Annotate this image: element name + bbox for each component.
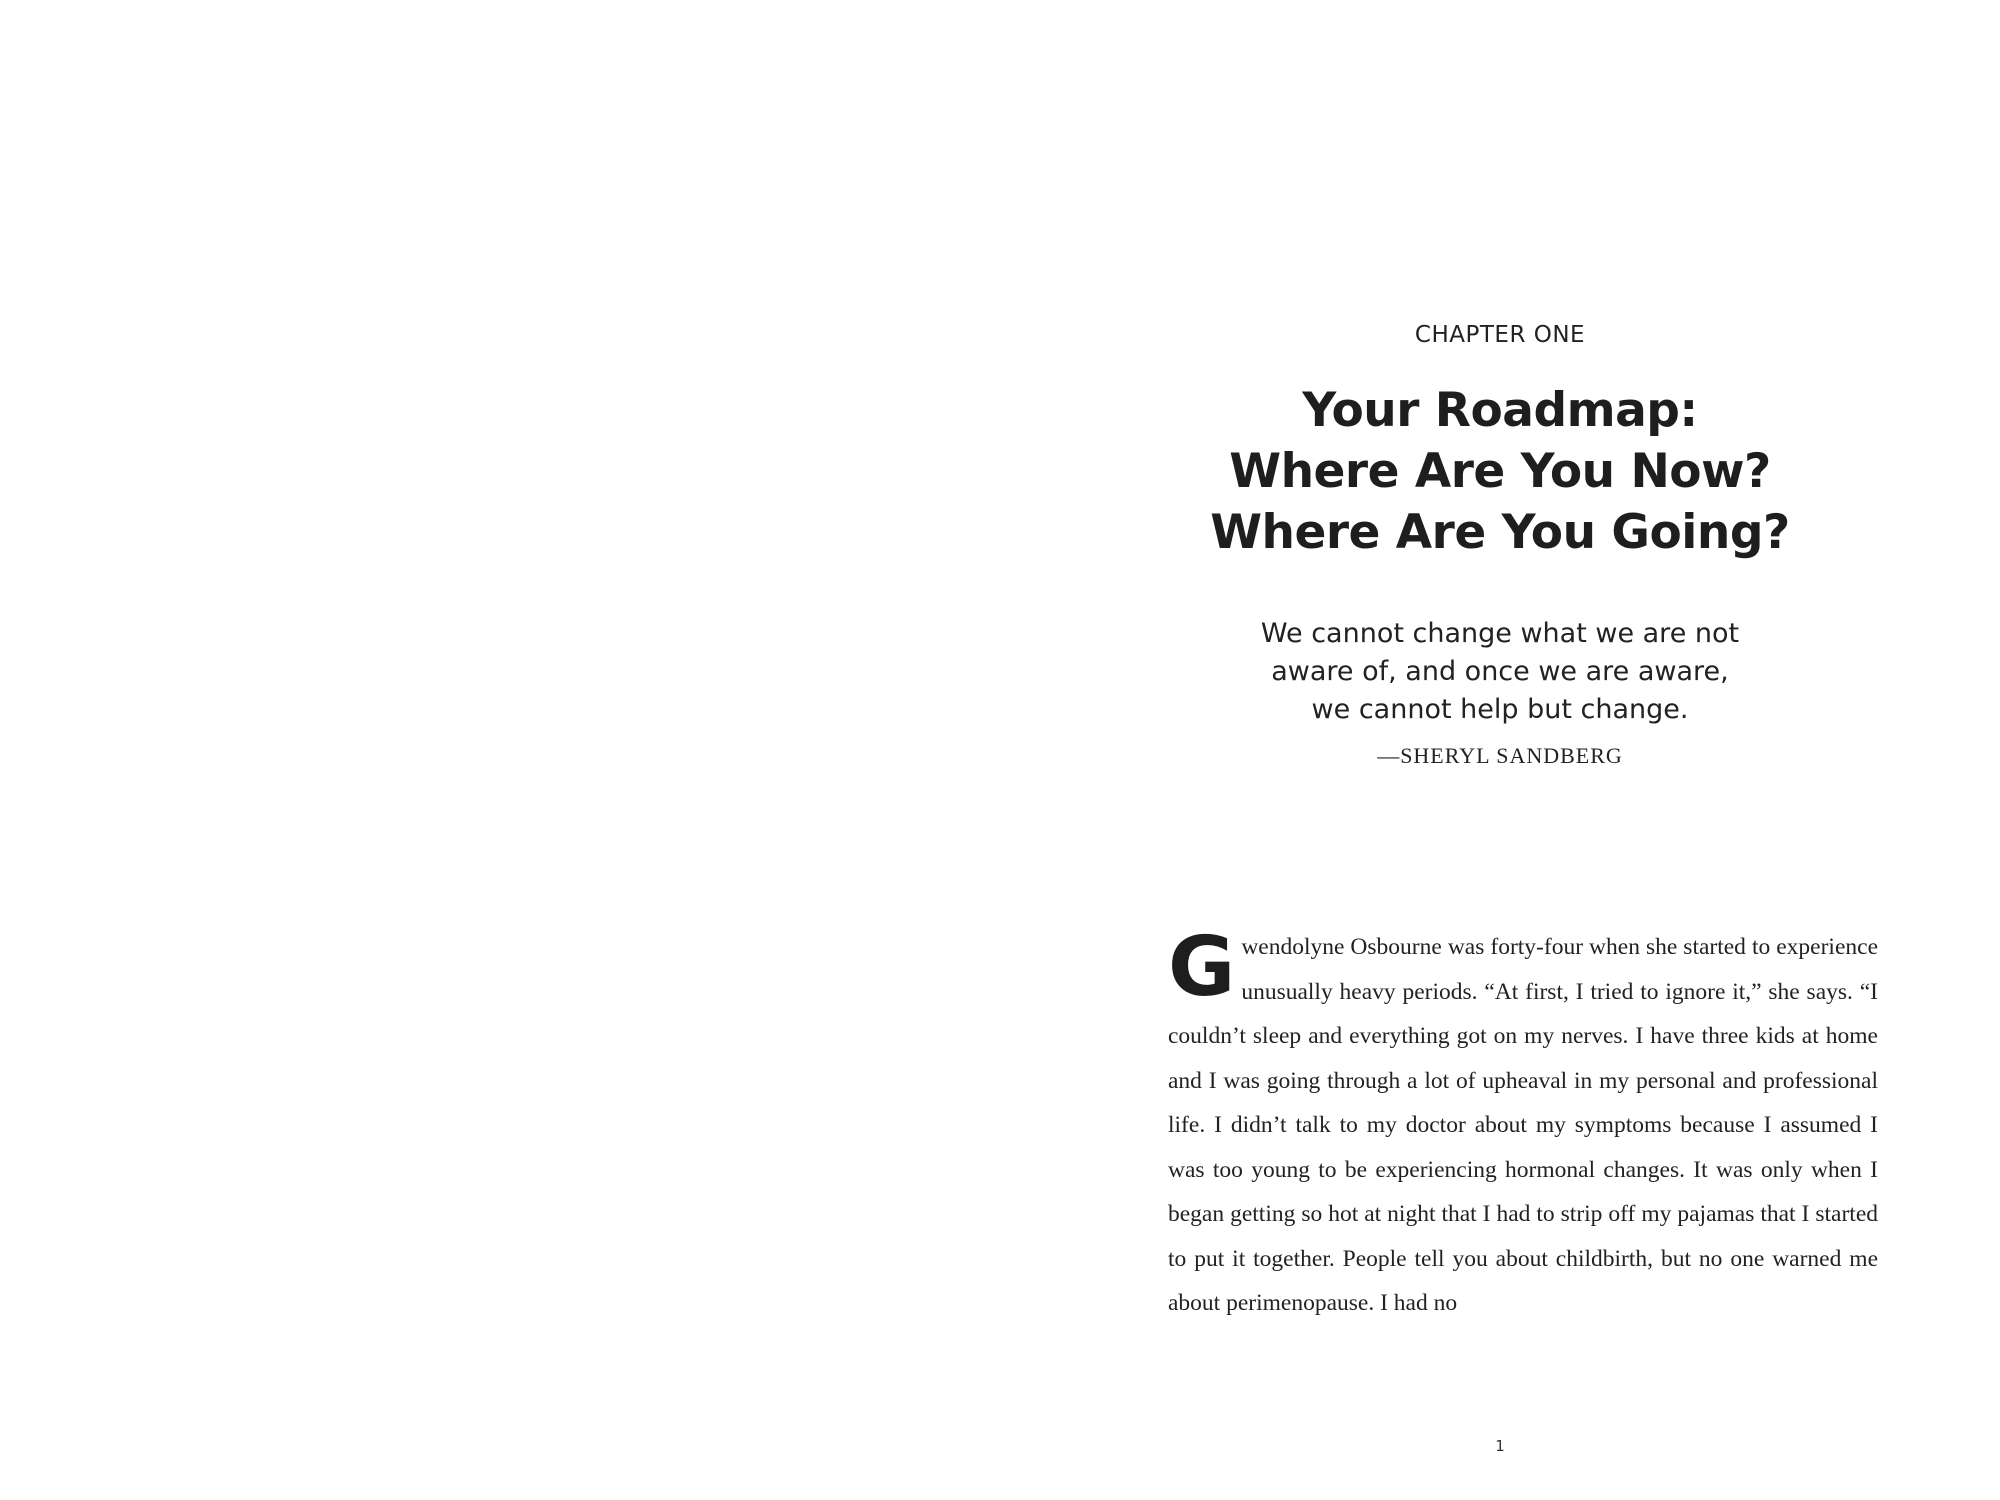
chapter-title-line: Your Roadmap:: [1302, 383, 1698, 438]
chapter-title-line: Where Are You Going?: [1210, 505, 1790, 560]
page-number: 1: [1495, 1437, 1505, 1455]
right-page: [1000, 0, 2000, 1500]
epigraph-line: aware of, and once we are aware,: [1271, 656, 1729, 687]
epigraph-attribution: —SHERYL SANDBERG: [1377, 743, 1623, 768]
body-paragraph: [1168, 920, 1878, 1326]
epigraph-line: we cannot help but change.: [1311, 694, 1689, 725]
epigraph-quote: [1000, 615, 2000, 729]
epigraph-line: We cannot change what we are not: [1260, 618, 1740, 649]
chapter-title-line: Where Are You Now?: [1229, 444, 1771, 499]
chapter-label: CHAPTER ONE: [1414, 322, 1586, 348]
chapter-title: [1000, 380, 2000, 563]
drop-cap: G: [1168, 920, 1236, 1015]
body-text: wendolyne Osbourne was forty-four when she started to experience unusually heavy periods. “At first, I tried to ignore it,” she says. “I couldn’t sleep and everything got on my nerves. I have three kids at home and I was going through a lot of upheaval in my personal and professional life. I didn’t talk to my doctor about my symptoms because I assumed I was too young to be experiencing hormonal changes. It was only when I began getting so hot at night that I had to strip off my pajamas that I started to put it together. People tell you about childbirth, but no one warned me about perimenopause. I had no: [1168, 934, 1878, 1316]
